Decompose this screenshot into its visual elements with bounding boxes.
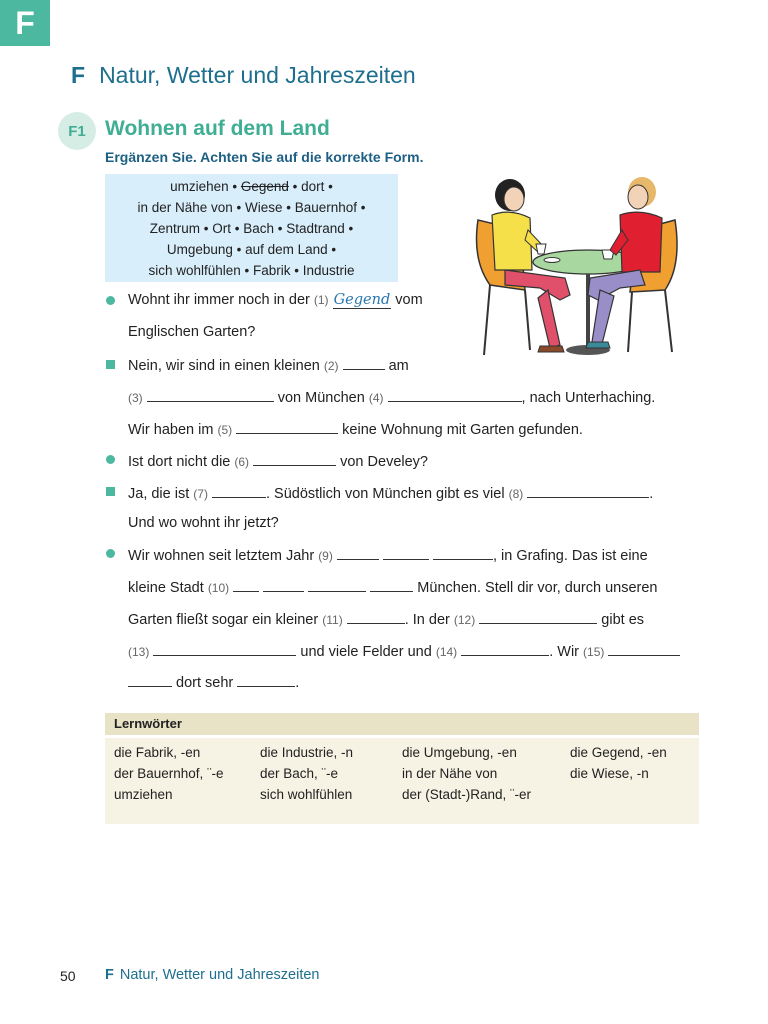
used-word: Gegend bbox=[240, 179, 289, 194]
vocabulary-item: die Fabrik, -en bbox=[114, 745, 201, 760]
word-box-line bbox=[105, 176, 398, 197]
gap-8-blank[interactable] bbox=[527, 483, 649, 498]
gap-number: (14) bbox=[435, 645, 458, 659]
word-box bbox=[105, 174, 398, 282]
speaker-b-marker bbox=[106, 360, 115, 369]
dialog-text: , in Grafing. Das ist eine bbox=[492, 548, 648, 564]
gap-10-blank[interactable] bbox=[370, 577, 413, 592]
dialog-line bbox=[128, 609, 644, 628]
vocabulary-box bbox=[105, 713, 699, 824]
gap-10-blank[interactable] bbox=[308, 577, 366, 592]
gap-number: (9) bbox=[318, 549, 333, 563]
vocabulary-item: der Bach, ¨-e bbox=[260, 766, 339, 781]
speaker-a-marker bbox=[106, 296, 115, 305]
gap-number: (15) bbox=[583, 645, 605, 659]
word-box-text: umziehen • bbox=[170, 179, 241, 194]
dialog-line bbox=[128, 483, 653, 502]
vocabulary-item: die Umgebung, -en bbox=[402, 745, 517, 760]
gap-3-blank[interactable] bbox=[147, 387, 274, 402]
vocabulary-column bbox=[402, 742, 531, 805]
gap-number: (11) bbox=[322, 613, 343, 627]
gap-number: (5) bbox=[217, 423, 233, 437]
dialog-line bbox=[128, 641, 680, 660]
dialog-text: dort sehr bbox=[172, 675, 238, 691]
speaker-a-marker bbox=[106, 549, 115, 558]
vocabulary-item: in der Nähe von bbox=[402, 766, 498, 781]
footer-title bbox=[105, 967, 319, 983]
gap-number: (3) bbox=[128, 391, 143, 405]
vocabulary-column bbox=[260, 742, 353, 805]
word-box-line: Umgebung • auf dem Land • bbox=[166, 242, 337, 257]
speaker-a-marker bbox=[106, 455, 115, 464]
word-box-line: in der Nähe von • Wiese • Bauernhof • bbox=[137, 200, 366, 215]
gap-number: (10) bbox=[207, 581, 230, 595]
exercise-badge: F1 bbox=[58, 112, 96, 150]
unit-title bbox=[71, 62, 416, 89]
gap-14-blank[interactable] bbox=[461, 641, 549, 656]
word-box-line: sich wohlfühlen • Fabrik • Industrie bbox=[148, 263, 355, 278]
gap-2-blank[interactable] bbox=[343, 355, 385, 370]
gap-11-blank[interactable] bbox=[347, 609, 405, 624]
two-women-at-table-illustration bbox=[470, 170, 685, 365]
gap-10-blank[interactable] bbox=[233, 577, 259, 592]
speaker-b-marker bbox=[106, 487, 115, 496]
gap-10-blank[interactable] bbox=[263, 577, 304, 592]
footer-letter: F bbox=[105, 967, 114, 983]
dialog-text: von Develey? bbox=[336, 454, 428, 470]
dialog-text: von München bbox=[273, 390, 369, 406]
vocabulary-column bbox=[114, 742, 224, 805]
dialog-text: Ja, die ist bbox=[128, 486, 194, 502]
dialog-text: Nein, wir sind in einen kleinen bbox=[128, 358, 324, 374]
dialog-text: Ist dort nicht die bbox=[128, 454, 235, 470]
vocabulary-heading: Lernwörter bbox=[105, 713, 699, 735]
dialog-text: Wir haben im bbox=[128, 422, 218, 438]
dialog-line bbox=[128, 387, 655, 406]
dialog-text: . Südöstlich von München gibt es viel bbox=[265, 486, 509, 502]
gap-number: (1) bbox=[313, 293, 329, 307]
gap-number: (4) bbox=[368, 391, 384, 405]
gap-12-blank[interactable] bbox=[479, 609, 597, 624]
gap-5-blank[interactable] bbox=[236, 419, 338, 434]
dialog-line bbox=[128, 577, 658, 596]
gap-number: (2) bbox=[323, 359, 339, 373]
chapter-tab: F bbox=[0, 0, 50, 46]
vocabulary-item: die Wiese, -n bbox=[570, 766, 649, 781]
gap-15-blank[interactable] bbox=[128, 672, 172, 687]
dialog-text: kleine Stadt bbox=[128, 580, 208, 596]
dialog-text: Wir wohnen seit letztem Jahr bbox=[128, 548, 319, 564]
gap-number: (8) bbox=[508, 487, 524, 501]
vocabulary-item: die Industrie, -n bbox=[260, 745, 354, 760]
dialog-text: und viele Felder und bbox=[296, 644, 436, 660]
dialog-line bbox=[128, 451, 428, 470]
dialog-text: Wohnt ihr immer noch in der bbox=[128, 292, 314, 308]
vocabulary-column bbox=[570, 742, 667, 784]
dialog-line bbox=[128, 545, 648, 564]
gap-number: (7) bbox=[193, 487, 208, 501]
vocabulary-item: der Bauernhof, ¨-e bbox=[114, 766, 224, 781]
gap-7-blank[interactable] bbox=[212, 483, 266, 498]
gap-4-blank[interactable] bbox=[388, 387, 522, 402]
dialog-line bbox=[128, 419, 583, 438]
gap-9-blank[interactable] bbox=[433, 545, 493, 560]
unit-letter: F bbox=[71, 62, 86, 88]
gap-number: (6) bbox=[234, 455, 250, 469]
exercise-title: Wohnen auf dem Land bbox=[105, 117, 330, 140]
dialog-line bbox=[128, 672, 299, 691]
word-box-line: Zentrum • Ort • Bach • Stadtrand • bbox=[149, 221, 354, 236]
vocabulary-item: der (Stadt-)Rand, ¨-er bbox=[402, 787, 532, 802]
unit-title-text: Natur, Wetter und Jahreszeiten bbox=[99, 62, 416, 88]
page-number: 50 bbox=[60, 968, 76, 984]
gap-6-blank[interactable] bbox=[253, 451, 336, 466]
dialog-line bbox=[128, 355, 409, 374]
dialog-text: . Wir bbox=[549, 644, 584, 660]
dialog-line: Und wo wohnt ihr jetzt? bbox=[128, 515, 279, 531]
dialog-text: Garten fließt sogar ein kleiner bbox=[128, 612, 323, 628]
dialog-text: München. Stell dir vor, durch unseren bbox=[413, 580, 658, 596]
dialog-text: . bbox=[649, 486, 654, 502]
dialog-line: Englischen Garten? bbox=[128, 324, 256, 340]
gap-number: (13) bbox=[128, 645, 150, 659]
dialog-line bbox=[128, 292, 423, 308]
vocabulary-item: umziehen bbox=[114, 787, 173, 802]
word-box-text: • dort • bbox=[288, 179, 333, 194]
dialog-text: . bbox=[295, 675, 300, 691]
vocabulary-list bbox=[105, 738, 699, 824]
dialog-text: . In der bbox=[404, 612, 454, 628]
gap-9-blank[interactable] bbox=[383, 545, 429, 560]
dialog-text: keine Wohnung mit Garten gefunden. bbox=[338, 422, 583, 438]
gap-9-blank[interactable] bbox=[337, 545, 379, 560]
vocabulary-item: die Gegend, -en bbox=[570, 745, 667, 760]
vocabulary-item: sich wohlfühlen bbox=[260, 787, 353, 802]
gap-15-blank[interactable] bbox=[608, 641, 680, 656]
dialog-text: am bbox=[384, 358, 409, 374]
dialog-text: gibt es bbox=[597, 612, 645, 628]
gap-1-answer[interactable]: Gegend bbox=[333, 292, 391, 308]
gap-13-blank[interactable] bbox=[153, 641, 296, 656]
footer-title-text: Natur, Wetter und Jahreszeiten bbox=[119, 967, 320, 983]
gap-number: (12) bbox=[453, 613, 476, 627]
gap-15-blank[interactable] bbox=[237, 672, 295, 687]
exercise-instruction: Ergänzen Sie. Achten Sie auf die korrekte Form. bbox=[105, 149, 424, 165]
dialog-text: vom bbox=[391, 292, 423, 308]
dialog-text: , nach Unterhaching. bbox=[521, 390, 656, 406]
